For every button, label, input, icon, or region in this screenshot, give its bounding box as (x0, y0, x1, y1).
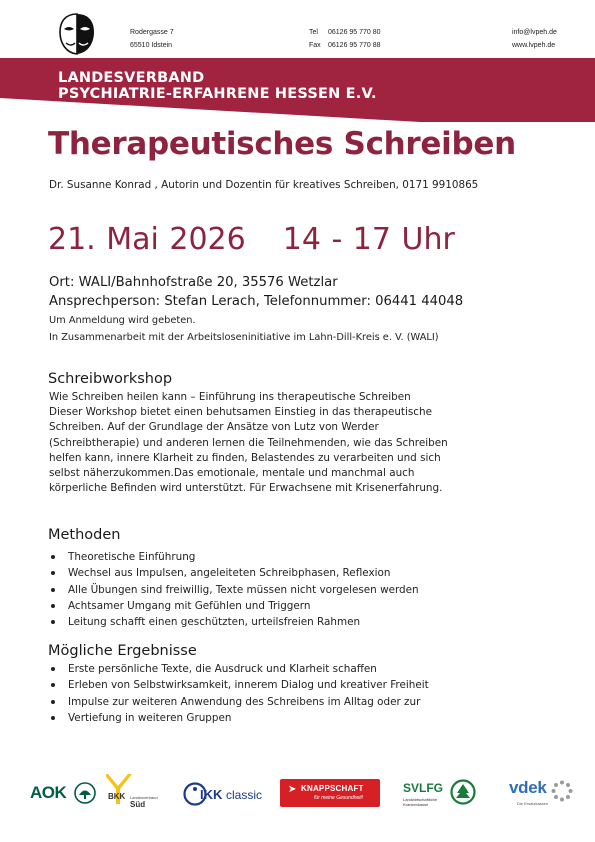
list-item: Theoretische Einführung (49, 549, 419, 565)
bullet-icon (51, 716, 55, 720)
list-item: Erste persönliche Texte, die Ausdruck und Klarheit schaffen (49, 661, 429, 677)
org-line-2: PSYCHIATRIE-ERFAHRENE HESSEN E.V. (58, 86, 377, 102)
tel-number: 06126 95 770 80 (328, 29, 381, 36)
list-item: Erleben von Selbstwirksamkeit, innerem Dialog und kreativer Freiheit (49, 677, 429, 693)
contact-person: Ansprechperson: Stefan Lerach, Telefonnummer: 06441 44048 (49, 293, 464, 309)
list-item: Leitung schafft einen geschützten, urteilsfreien Rahmen (49, 614, 419, 630)
description-line: Dieser Workshop bietet einen behutsamen Einstieg in das therapeutische (49, 406, 432, 419)
workshop-description (49, 390, 519, 496)
description-line: selbst näherzukommen.Das emotionale, mentale und manchmal auch (49, 467, 415, 480)
list-item: Alle Übungen sind freiwillig, Texte müssen nicht vorgelesen werden (49, 582, 419, 598)
bullet-icon (51, 588, 55, 592)
city: 65510 Idstein (130, 41, 173, 49)
mask-icon (54, 12, 100, 56)
sponsor-logos: AOK BKK Landesverband Süd IKK classic ➤ KNAPPSCHAFT für meine Gesundheit! SVLFG Landwirtschaftliche Krankenkasse vdek Die Ersatzkassen (0, 770, 595, 820)
email-link[interactable]: info@lvpeh.de (512, 29, 557, 36)
phone-block (309, 27, 381, 52)
contact-block (512, 27, 557, 52)
description-line: helfen kann, innere Klarheit zu finden, Belastendes zu verarbeiten und sich (49, 451, 441, 464)
speaker-line: Dr. Susanne Konrad , Autorin und Dozentin für kreatives Schreiben, 0171 9910865 (49, 179, 479, 191)
cooperation-note: In Zusammenarbeit mit der Arbeitsloseninitiative im Lahn-Dill-Kreis e. V. (WALI) (49, 332, 439, 343)
methods-heading: Methoden (48, 527, 121, 543)
street: Rodergasse 7 (130, 29, 174, 36)
fax-label: Fax (309, 41, 321, 49)
event-place (49, 274, 463, 311)
list-item: Wechsel aus Impulsen, angeleiteten Schreibphasen, Reflexion (49, 565, 419, 581)
knappschaft-arrow-icon: ➤ (288, 784, 297, 795)
results-list (49, 661, 429, 726)
bullet-icon (51, 604, 55, 608)
fax-number: 06126 95 770 88 (328, 41, 381, 49)
event-time: 14 - 17 Uhr (282, 222, 455, 257)
address-block (130, 27, 174, 52)
bullet-icon (51, 571, 55, 575)
website-link[interactable]: www.lvpeh.de (512, 41, 556, 49)
event-date: 21. Mai 2026 (48, 222, 246, 257)
org-line-1: LANDESVERBAND (58, 70, 205, 86)
bullet-icon (51, 555, 55, 559)
knappschaft-logo: ➤ KNAPPSCHAFT für meine Gesundheit! (280, 779, 380, 807)
vdek-dots-icon (551, 780, 573, 802)
description-line: Schreiben. Auf der Grundlage der Ansätze von Lutz von Werder (49, 421, 379, 434)
aok-logo: AOK (30, 783, 66, 803)
list-item: Vertiefung in weiteren Gruppen (49, 710, 429, 726)
tel-label: Tel (309, 29, 318, 36)
event-datetime (48, 222, 455, 257)
list-item: Impulse zur weiteren Anwendung des Schreibens im Alltag oder zur (49, 694, 429, 710)
description-line: körperliche Befinden wird unterstützt. Für Erwachsene mit Krisenerfahrung. (49, 482, 443, 495)
bullet-icon (51, 683, 55, 687)
svlfg-tree-icon (450, 779, 476, 805)
bullet-icon (51, 667, 55, 671)
description-line: (Schreibtherapie) und anderen lernen die Teilnehmenden, wie das Schreiben (49, 436, 448, 449)
list-item: Achtsamer Umgang mit Gefühlen und Triggern (49, 598, 419, 614)
bullet-icon (51, 700, 55, 704)
bullet-icon (51, 620, 55, 624)
description-line: Wie Schreiben heilen kann – Einführung ins therapeutische Schreiben (49, 391, 411, 403)
location: Ort: WALI/Bahnhofstraße 20, 35576 Wetzlar (49, 275, 338, 290)
bkk-logo: BKK Landesverband Süd (106, 774, 166, 818)
registration-note: Um Anmeldung wird gebeten. (49, 315, 196, 326)
organization-name (58, 70, 377, 102)
results-heading: Mögliche Ergebnisse (48, 643, 197, 659)
aok-tree-icon (74, 782, 96, 804)
workshop-heading: Schreibworkshop (48, 371, 173, 387)
page-title: Therapeutisches Schreiben (48, 126, 516, 162)
methods-list (49, 549, 419, 630)
